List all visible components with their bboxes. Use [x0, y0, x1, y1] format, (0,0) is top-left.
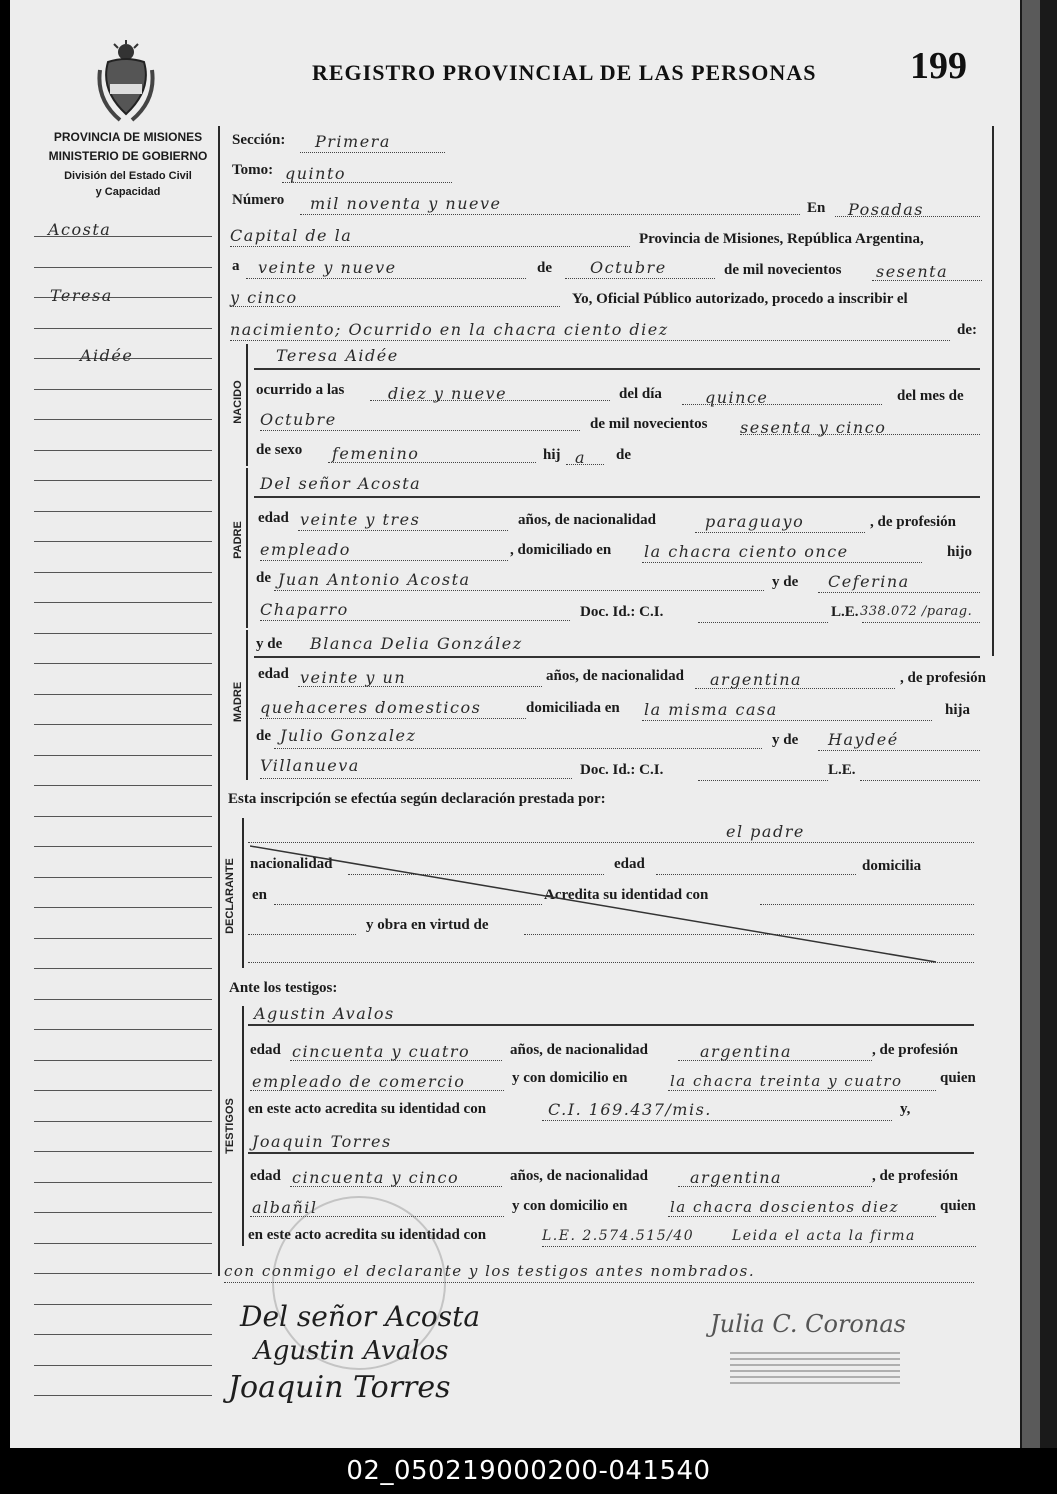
- padre-name-line: [254, 496, 980, 498]
- seccion-value: Primera: [315, 132, 391, 151]
- margin-rule-line: [34, 785, 212, 786]
- declarante-acredita-label: Acredita su identidad con: [544, 887, 709, 903]
- padre-nombre: Del señor Acosta: [260, 474, 422, 493]
- madre-y-de-2-label: y de: [772, 732, 799, 748]
- ocurrido-label: ocurrido a las: [256, 382, 345, 398]
- testigo-1-edad: cincuenta y cuatro: [292, 1042, 471, 1061]
- testigo-1-profesion: empleado de comercio: [252, 1072, 466, 1091]
- declarante-rule: [242, 818, 244, 968]
- testigo-1-dom-line: [668, 1090, 936, 1091]
- signature-testigo-2: Joaquin Torres: [228, 1370, 451, 1405]
- madre-edad-value: veinte y un: [300, 668, 407, 687]
- org-capacity: y Capacidad: [95, 186, 161, 198]
- madre-y-de-label: y de: [256, 636, 283, 652]
- testigos-rule: [242, 1006, 244, 1246]
- nacido-nombre: Teresa Aidée: [276, 346, 399, 365]
- madre-de-field-line: [274, 748, 762, 749]
- testigo-2-nac-label: años, de nacionalidad: [510, 1168, 648, 1184]
- a-label: a: [232, 258, 240, 274]
- madre-prof-field-line: [260, 718, 526, 719]
- testigo-1-doc-line: [542, 1120, 892, 1121]
- testigo-1-dom-label: y con domicilio en: [512, 1070, 628, 1086]
- oficial-stamp: [730, 1350, 900, 1384]
- margin-rule-line: [34, 846, 212, 847]
- margin-rule-line: [34, 389, 212, 390]
- testigo-2-domicilio: la chacra doscientos diez: [670, 1198, 900, 1216]
- margin-rule-line: [34, 328, 212, 329]
- testigo-2-nombre: Joaquin Torres: [252, 1132, 392, 1151]
- margin-rule-line: [34, 1365, 212, 1366]
- testigo-1-prof-line: [250, 1090, 504, 1091]
- testigo-2-doc-line: [542, 1246, 976, 1247]
- tomo-label: Tomo:: [232, 162, 274, 178]
- madre-padre-de: Julio Gonzalez: [280, 726, 417, 745]
- padre-prof-label: , de profesión: [870, 514, 956, 530]
- testigo-1-acredita-label: en este acto acredita su identidad con: [248, 1101, 487, 1117]
- testigo-1-nombre: Agustin Avalos: [254, 1004, 395, 1023]
- padre-rule: [246, 468, 248, 628]
- margin-rule-line: [34, 1212, 212, 1213]
- declarante-edad-label: edad: [614, 856, 645, 872]
- de2-label: de:: [957, 322, 977, 338]
- margin-rule-line: [34, 724, 212, 725]
- margin-rule-line: [34, 541, 212, 542]
- image-caption: 02_050219000200-041540: [0, 1448, 1057, 1494]
- padre-de-label: de: [256, 570, 271, 586]
- declarante-value-line: [248, 842, 974, 843]
- anio-value: sesenta: [876, 262, 949, 281]
- padre-profesion: empleado: [260, 540, 351, 559]
- testigo-2-dom-label: y con domicilio en: [512, 1198, 628, 1214]
- padre-y-de-field-line: [818, 592, 980, 593]
- testigo-2-profesion: albañil: [252, 1198, 318, 1217]
- madre-section-label: MADRE: [232, 681, 244, 723]
- column-divider: [218, 126, 220, 1276]
- right-border: [992, 126, 994, 656]
- de-label: de: [537, 260, 552, 276]
- de-mil-label: de mil novecientos: [590, 416, 708, 432]
- margin-name-1: Teresa: [50, 286, 113, 305]
- testigo-1-name-line: [248, 1024, 974, 1026]
- en-value: Posadas: [848, 200, 924, 219]
- padre-section-label: PADRE: [232, 521, 244, 559]
- padre-padre-de: Juan Antonio Acosta: [278, 570, 471, 589]
- seccion-label: Sección:: [232, 132, 286, 148]
- margin-rule-line: [34, 511, 212, 512]
- testigo-2-name-line: [248, 1152, 974, 1154]
- declarante-strike-line: [250, 844, 940, 964]
- testigo-2-nacionalidad: argentina: [690, 1168, 783, 1187]
- margin-rule-line: [34, 1182, 212, 1183]
- padre-y-de-label: y de: [772, 574, 799, 590]
- testigo-2-prof-label: , de profesión: [872, 1168, 958, 1184]
- madre-madre2-field-line: [260, 778, 572, 779]
- cierre-linea-2: con conmigo el declarante y los testigos antes nombrados.: [224, 1262, 756, 1280]
- tomo-value: quinto: [285, 164, 347, 183]
- del-dia-label: del día: [619, 386, 662, 402]
- numero-value: mil noventa y nueve: [310, 194, 502, 213]
- signature-padre: Del señor Acosta: [240, 1300, 481, 1333]
- margin-rule-line: [34, 572, 212, 573]
- registry-title: REGISTRO PROVINCIAL DE LAS PERSONAS: [312, 60, 817, 85]
- margin-rule-line: [34, 755, 212, 756]
- dia-nac-value: quince: [705, 388, 769, 407]
- padre-dom-field-line: [642, 562, 922, 563]
- margin-rule-line: [34, 602, 212, 603]
- testigo-1-prof-label: , de profesión: [872, 1042, 958, 1058]
- numero-label: Número: [232, 192, 285, 208]
- margin-rule-line: [34, 633, 212, 634]
- madre-de-label: de: [256, 728, 271, 744]
- testigo-2-edad: cincuenta y cinco: [292, 1168, 460, 1187]
- margin-rule-line: [34, 1273, 212, 1274]
- hij-label: hij: [543, 447, 561, 463]
- padre-madre-de-2: Chaparro: [260, 600, 349, 619]
- padre-nac-field-line: [695, 532, 865, 533]
- mes-value: Octubre: [590, 258, 667, 277]
- madre-rule: [246, 630, 248, 780]
- en-label: En: [807, 200, 826, 216]
- seccion-field-line: [300, 152, 445, 153]
- declarante-en-label: en: [252, 887, 267, 903]
- testigo-2-doc: L.E. 2.574.515/40: [542, 1228, 695, 1244]
- padre-nac-value: paraguayo: [705, 512, 805, 531]
- signature-testigo-1: Agustin Avalos: [254, 1336, 449, 1366]
- madre-nac-value: argentina: [710, 670, 803, 689]
- margin-rule-line: [34, 938, 212, 939]
- padre-edad-field-line: [298, 530, 508, 531]
- capital-value: Capital de la: [230, 226, 353, 245]
- madre-edad-label: edad: [258, 666, 289, 682]
- sexo-value: femenino: [332, 444, 420, 463]
- coat-of-arms-emblem: [94, 40, 158, 124]
- testigo-1-edad-label: edad: [250, 1042, 281, 1058]
- nacido-section-label: NACIDO: [232, 380, 244, 424]
- madre-dom-field-line: [642, 720, 932, 721]
- margin-rule-line: [34, 816, 212, 817]
- declarante-nac-label: nacionalidad: [250, 856, 333, 872]
- padre-madre-de: Ceferina: [828, 572, 910, 591]
- padre-edad-label: edad: [258, 510, 289, 526]
- madre-prof-label: , de profesión: [900, 670, 986, 686]
- acto-value: nacimiento; Ocurrido en la chacra ciento diez: [230, 320, 669, 339]
- padre-nac-label: años, de nacionalidad: [518, 512, 656, 528]
- padre-de-field-line: [274, 590, 764, 591]
- margin-name-2: Aidée: [80, 346, 134, 365]
- mes-nac-value: Octubre: [260, 410, 337, 429]
- margin-rule-line: [34, 1121, 212, 1122]
- margin-rule-line: [34, 968, 212, 969]
- org-division: División del Estado Civil: [64, 170, 192, 182]
- padre-le-field-line: [862, 622, 980, 623]
- margin-rule-line: [34, 694, 212, 695]
- mes-nac-field-line: [260, 430, 580, 431]
- hora-value: diez y nueve: [388, 384, 508, 403]
- sexo-label: de sexo: [256, 442, 303, 458]
- nacido-de-label: de: [616, 447, 631, 463]
- margin-rule-line: [34, 907, 212, 908]
- madre-dom-label: domiciliada en: [526, 700, 620, 716]
- margin-rule-line: [34, 1334, 212, 1335]
- padre-le-label: L.E.: [831, 604, 859, 620]
- hij-suffix: a: [575, 448, 587, 467]
- declarante-domicilia-label: domicilia: [862, 858, 922, 874]
- madre-name-line: [254, 656, 980, 658]
- declaracion-text: Esta inscripción se efectúa según declaración prestada por:: [228, 791, 606, 807]
- padre-prof-field-line: [260, 560, 508, 561]
- testigo-1-nacionalidad: argentina: [700, 1042, 793, 1061]
- padre-doc-label: Doc. Id.: C.I.: [580, 604, 664, 620]
- madre-nac-label: años, de nacionalidad: [546, 668, 684, 684]
- margin-rule-line: [34, 1243, 212, 1244]
- declarante-value: el padre: [726, 822, 805, 841]
- capital-field-line: [230, 246, 630, 247]
- testigo-1-y-label: y,: [900, 1101, 911, 1117]
- madre-y-de-field-line: [818, 750, 980, 751]
- testigo-1-doc: C.I. 169.437/mis.: [548, 1100, 712, 1119]
- acto-field-line: [230, 340, 950, 341]
- provincia-text: Provincia de Misiones, República Argentina,: [639, 231, 924, 247]
- madre-madre-de-2: Villanueva: [260, 756, 360, 775]
- nacido-name-line: [254, 368, 980, 370]
- cierre-linea-1: Leida el acta la firma: [732, 1228, 916, 1244]
- margin-rule-line: [34, 1395, 212, 1396]
- madre-le-label: L.E.: [828, 762, 856, 778]
- madre-doc-label: Doc. Id.: C.I.: [580, 762, 664, 778]
- madre-domicilio: la misma casa: [644, 700, 778, 719]
- signature-oficial: Julia C. Coronas: [710, 1310, 906, 1338]
- padre-madre2-field-line: [260, 620, 570, 621]
- testigo-1-nac-label: años, de nacionalidad: [510, 1042, 648, 1058]
- testigo-1-domicilio: la chacra treinta y cuatro: [670, 1072, 903, 1090]
- anio-value-2: y cinco: [230, 288, 298, 307]
- testigo-2-edad-label: edad: [250, 1168, 281, 1184]
- margin-rule-line: [34, 877, 212, 878]
- margin-rule-line: [34, 1029, 212, 1030]
- anio-nac-value: sesenta y cinco: [740, 418, 887, 437]
- margin-rule-line: [34, 267, 212, 268]
- madre-doc-field-line: [698, 780, 828, 781]
- del-mes-label: del mes de: [897, 388, 964, 404]
- dia-value: veinte y nueve: [258, 258, 397, 277]
- margin-rule-line: [34, 1151, 212, 1152]
- madre-madre-de: Haydeé: [828, 730, 899, 749]
- dia-field-line: [246, 278, 526, 279]
- madre-profesion: quehaceres domesticos: [260, 698, 482, 717]
- margin-rule-line: [34, 419, 212, 420]
- margin-rule-line: [34, 999, 212, 1000]
- testigo-2-dom-line: [668, 1216, 936, 1217]
- testigo-2-acredita-label: en este acto acredita su identidad con: [248, 1227, 487, 1243]
- margin-rule-line: [34, 450, 212, 451]
- margin-rule-line: [34, 1304, 212, 1305]
- padre-doc-field-line: [698, 622, 828, 623]
- mes-field-line: [565, 278, 715, 279]
- padre-dom-label: , domiciliado en: [510, 542, 612, 558]
- anio2-field-line: [230, 306, 560, 307]
- margin-rule-line: [34, 1060, 212, 1061]
- hija-label: hija: [945, 702, 971, 718]
- declarante-obra-label: y obra en virtud de: [366, 917, 489, 933]
- page-number: 199: [910, 45, 967, 87]
- padre-edad-value: veinte y tres: [300, 510, 421, 529]
- nacido-rule: [246, 344, 248, 466]
- madre-nombre: Blanca Delia González: [310, 634, 523, 653]
- margin-rule-line: [34, 480, 212, 481]
- margin-surname: Acosta: [48, 220, 112, 239]
- testigo-2-quien-label: quien: [940, 1198, 976, 1214]
- testigos-section-label: TESTIGOS: [224, 1098, 236, 1154]
- hijo-label: hijo: [947, 544, 973, 560]
- margin-rule-line: [34, 663, 212, 664]
- oficial-text: Yo, Oficial Público autorizado, procedo a inscribir el: [572, 291, 908, 307]
- binding-edge: [1020, 0, 1057, 1448]
- numero-field-line: [300, 214, 800, 215]
- testigos-intro: Ante los testigos:: [229, 980, 338, 996]
- padre-domicilio: la chacra ciento once: [644, 542, 849, 561]
- padre-le-value: 338.072 /parag.: [860, 604, 973, 619]
- document-page: [10, 0, 1020, 1448]
- org-ministry: MINISTERIO DE GOBIERNO: [48, 149, 208, 163]
- org-province: PROVINCIA DE MISIONES: [53, 130, 203, 144]
- madre-le-field-line: [860, 780, 980, 781]
- anio-label: de mil novecientos: [724, 262, 842, 278]
- declarante-section-label: DECLARANTE: [224, 858, 236, 934]
- margin-rule-line: [34, 1090, 212, 1091]
- testigo-1-quien-label: quien: [940, 1070, 976, 1086]
